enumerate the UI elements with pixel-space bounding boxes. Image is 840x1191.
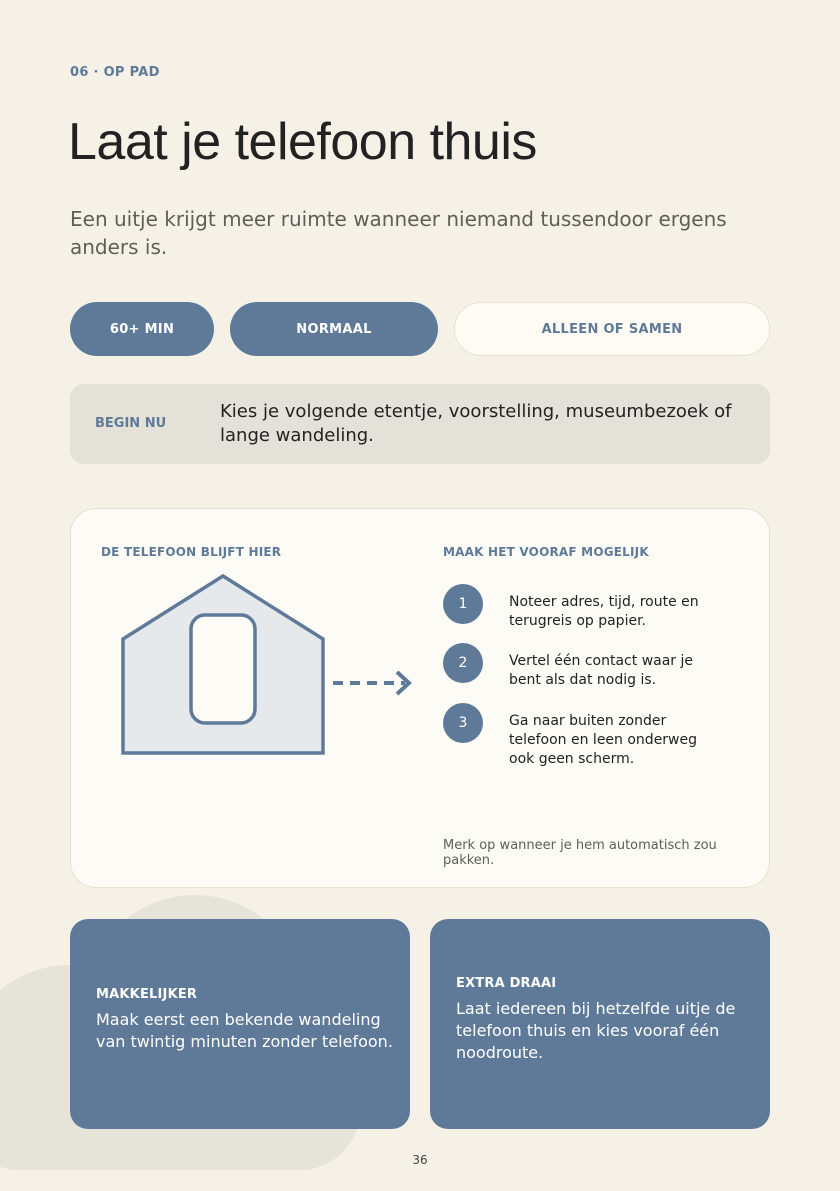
step-item [443, 703, 709, 769]
house-phone-illustration [119, 571, 419, 761]
tag-difficulty: NORMAAL [230, 302, 438, 356]
extra-twist-text: Laat iedereen bij hetzelfde uitje de telefoon thuis en kies vooraf één noodroute. [456, 999, 736, 1062]
begin-now-text: Kies je volgende etentje, voorstelling, museumbezoek of lange wandeling. [220, 401, 732, 446]
phone-stays-label: DE TELEFOON BLIJFT HIER [101, 545, 282, 559]
step-text: Noteer adres, tijd, route en terugreis op papier. [509, 594, 699, 629]
card-note: Merk op wanneer je hem automatisch zou pakken. [443, 838, 717, 868]
page-title: Laat je telefoon thuis [68, 113, 537, 171]
page-subtitle: Een uitje krijgt meer ruimte wanneer niemand tussendoor ergens anders is. [70, 207, 727, 259]
step-item [443, 643, 709, 690]
extra-twist-label: EXTRA DRAAI [456, 976, 557, 991]
extra-twist-box [430, 919, 770, 1129]
prepare-label: MAAK HET VOORAF MOGELIJK [443, 545, 649, 559]
page-number: 36 [412, 1153, 428, 1167]
section-eyebrow: 06 · OP PAD [70, 65, 160, 80]
begin-now-panel [70, 384, 770, 464]
easier-text: Maak eerst een bekende wandeling van twintig minuten zonder telefoon. [96, 1010, 393, 1051]
step-number: 3 [443, 703, 483, 743]
easier-box [70, 919, 410, 1129]
easier-label: MAKKELIJKER [96, 987, 198, 1002]
step-number: 2 [443, 643, 483, 683]
begin-now-label: BEGIN NU [95, 416, 167, 431]
tag-company: ALLEEN OF SAMEN [454, 302, 770, 356]
step-text: Ga naar buiten zonder telefoon en leen onderweg ook geen scherm. [509, 713, 698, 767]
step-item [443, 584, 709, 631]
instructions-card [70, 508, 770, 888]
step-number: 1 [443, 584, 483, 624]
tag-duration: 60+ MIN [70, 302, 214, 356]
step-text: Vertel één contact waar je bent als dat nodig is. [509, 653, 694, 688]
phone-icon [191, 615, 255, 723]
